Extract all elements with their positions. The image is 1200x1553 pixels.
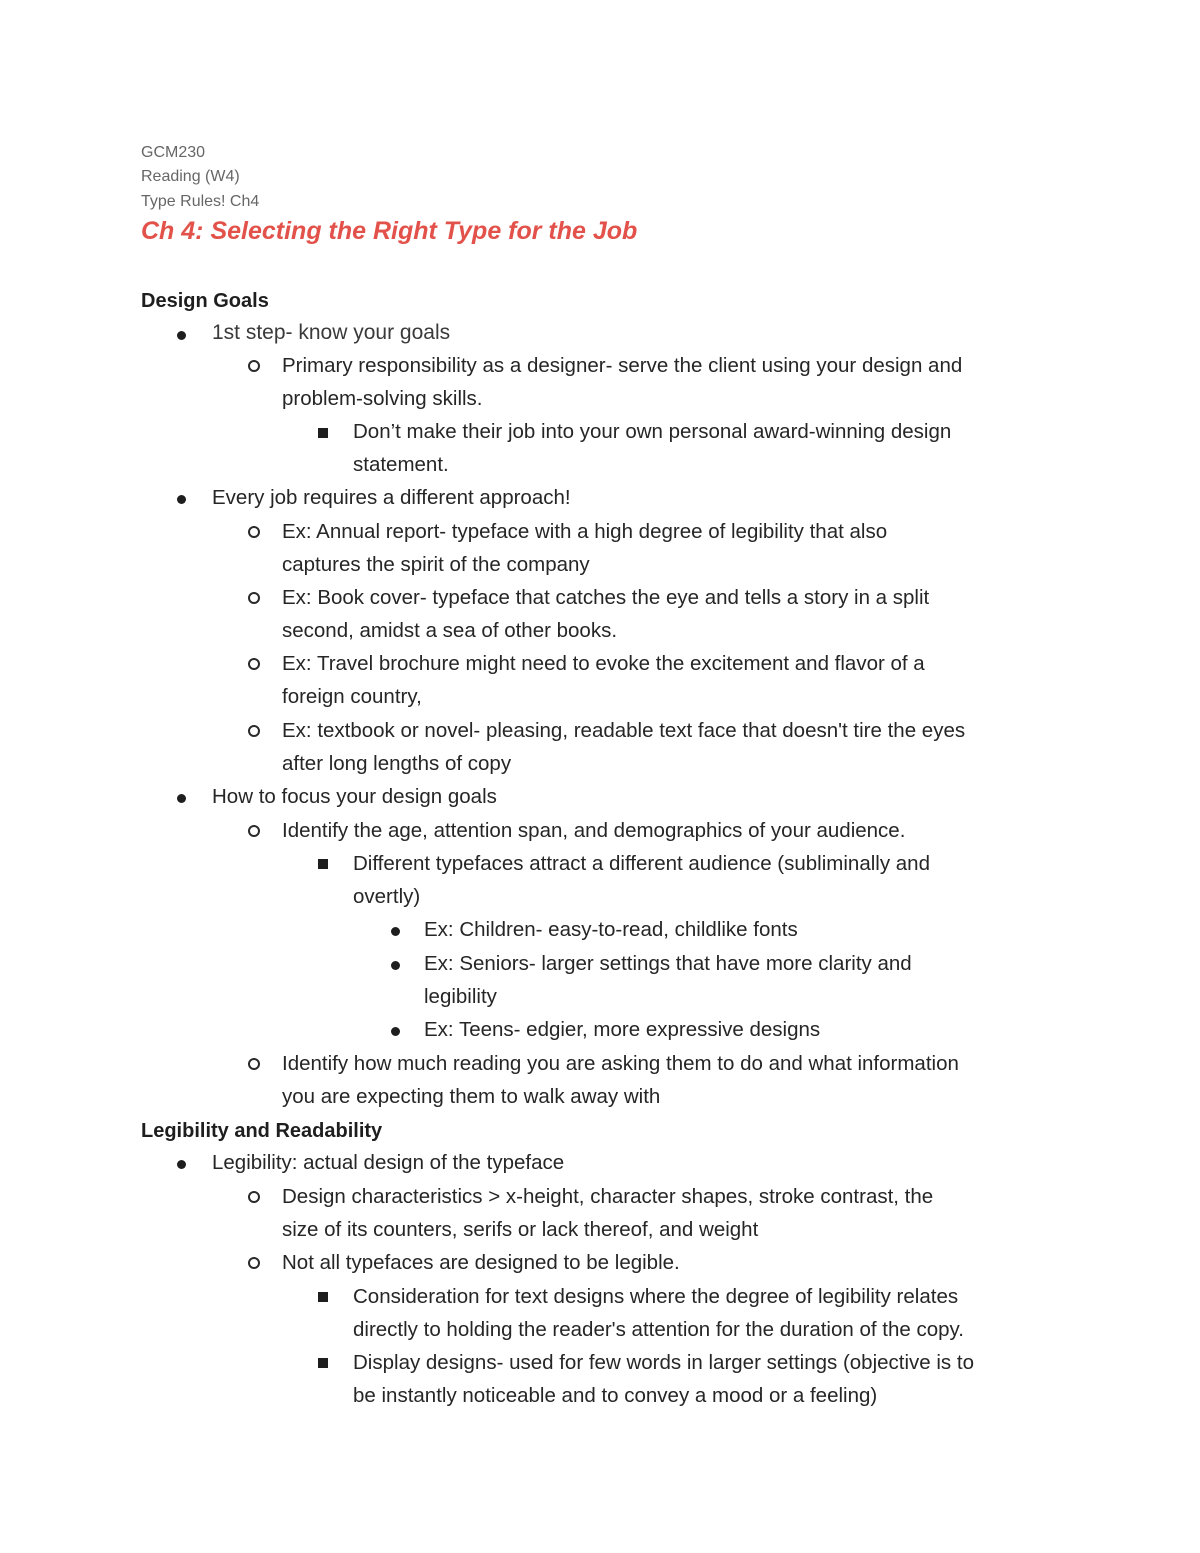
list-item: Ex: Teens- edgier, more expressive designs — [424, 1018, 821, 1041]
list-item: Design characteristics > x-height, character shapes, stroke contrast, the — [282, 1185, 934, 1208]
list-item: Display designs- used for few words in larger settings (objective is to — [353, 1351, 974, 1374]
circle-bullet-icon — [248, 658, 260, 670]
list-item-continuation: statement. — [353, 453, 449, 476]
list-item: Consideration for text designs where the degree of legibility relates — [353, 1285, 959, 1308]
list-item: Different typefaces attract a different audience (subliminally and — [353, 852, 930, 875]
source-label: Type Rules! Ch4 — [141, 193, 260, 210]
circle-bullet-icon — [248, 1058, 260, 1070]
list-item: Ex: Travel brochure might need to evoke the excitement and flavor of a — [282, 652, 925, 675]
square-bullet-icon — [318, 1292, 328, 1302]
square-bullet-icon — [318, 859, 328, 869]
circle-bullet-icon — [248, 592, 260, 604]
list-item-continuation: problem-solving skills. — [282, 387, 483, 410]
square-bullet-icon — [318, 1358, 328, 1368]
list-item: Primary responsibility as a designer- serve the client using your design and — [282, 354, 963, 377]
page-title: Ch 4: Selecting the Right Type for the Job — [141, 217, 638, 245]
disc-bullet-icon — [177, 794, 186, 803]
list-item: Not all typefaces are designed to be legible. — [282, 1251, 680, 1274]
list-item-continuation: captures the spirit of the company — [282, 553, 590, 576]
course-code: GCM230 — [141, 144, 206, 161]
list-item: Identify the age, attention span, and demographics of your audience. — [282, 819, 906, 842]
list-item: Don’t make their job into your own personal award-winning design — [353, 420, 952, 443]
list-item: Every job requires a different approach! — [212, 486, 571, 509]
list-item-continuation: be instantly noticeable and to convey a mood or a feeling) — [353, 1384, 878, 1407]
circle-bullet-icon — [248, 360, 260, 372]
circle-bullet-icon — [248, 825, 260, 837]
disc-bullet-icon — [391, 927, 400, 936]
list-item: Ex: Book cover- typeface that catches the eye and tells a story in a split — [282, 586, 930, 609]
list-item: Ex: Seniors- larger settings that have more clarity and — [424, 952, 912, 975]
list-item: Identify how much reading you are asking them to do and what information — [282, 1052, 959, 1075]
list-item: Ex: Children- easy-to-read, childlike fonts — [424, 918, 798, 941]
list-item: Ex: textbook or novel- pleasing, readable text face that doesn't tire the eyes — [282, 719, 966, 742]
list-item-continuation: you are expecting them to walk away with — [282, 1085, 661, 1108]
disc-bullet-icon — [391, 961, 400, 970]
list-item-continuation: second, amidst a sea of other books. — [282, 619, 618, 642]
disc-bullet-icon — [177, 495, 186, 504]
square-bullet-icon — [318, 428, 328, 438]
disc-bullet-icon — [391, 1027, 400, 1036]
disc-bullet-icon — [177, 1160, 186, 1169]
list-item-continuation: directly to holding the reader's attention for the duration of the copy. — [353, 1318, 964, 1341]
list-item: 1st step- know your goals — [212, 321, 451, 344]
list-item: How to focus your design goals — [212, 785, 497, 808]
list-item-continuation: overtly) — [353, 885, 421, 908]
list-item-continuation: legibility — [424, 985, 497, 1008]
list-item-continuation: size of its counters, serifs or lack thereof, and weight — [282, 1218, 759, 1241]
circle-bullet-icon — [248, 1191, 260, 1203]
reading-label: Reading (W4) — [141, 168, 240, 185]
section-heading-legibility: Legibility and Readability — [141, 1120, 383, 1142]
disc-bullet-icon — [177, 331, 186, 340]
list-item-continuation: foreign country, — [282, 685, 422, 708]
list-item-continuation: after long lengths of copy — [282, 752, 512, 775]
list-item: Ex: Annual report- typeface with a high degree of legibility that also — [282, 520, 888, 543]
list-item: Legibility: actual design of the typeface — [212, 1151, 565, 1174]
circle-bullet-icon — [248, 526, 260, 538]
circle-bullet-icon — [248, 725, 260, 737]
section-heading-design-goals: Design Goals — [141, 290, 269, 312]
circle-bullet-icon — [248, 1257, 260, 1269]
